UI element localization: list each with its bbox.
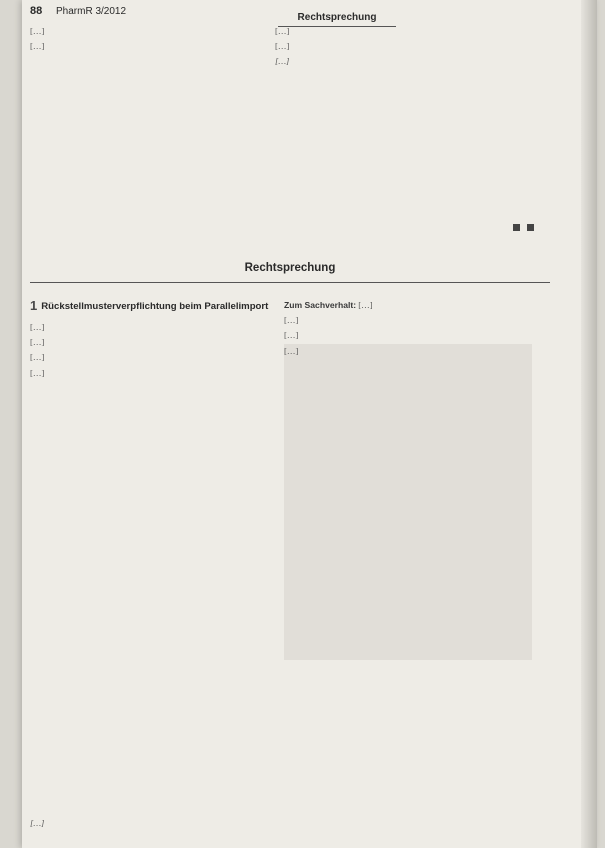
paragraph: […]	[284, 345, 299, 356]
article-number: 1	[30, 298, 38, 313]
paragraph: […]	[30, 26, 45, 36]
previous-article-left-column	[30, 26, 265, 216]
paragraph: […]	[275, 41, 290, 52]
section-label: Rechtsprechung	[278, 12, 396, 27]
paragraph: […]	[30, 352, 45, 363]
facts-lead-in: Zum Sachverhalt:	[284, 300, 357, 310]
article-left-column	[30, 322, 270, 812]
journal-name: PharmR 3/2012	[56, 6, 127, 17]
paragraph: […]	[30, 322, 45, 332]
end-of-article-marks	[510, 218, 534, 236]
page-number: 88	[30, 5, 43, 17]
article-title: Rückstellmusterverpflichtung beim Parallelimport	[41, 301, 269, 312]
end-mark-icon	[527, 224, 534, 231]
paragraph: […]	[30, 41, 45, 52]
paragraph: […]	[30, 367, 45, 378]
author-credit: […]	[275, 56, 290, 67]
article-right-column	[284, 300, 532, 835]
previous-article-right-column	[275, 26, 530, 226]
paragraph: […]	[30, 337, 45, 348]
journal-page	[22, 0, 597, 848]
article-heading	[30, 300, 270, 313]
paragraph	[284, 300, 532, 310]
page-edge-shadow	[581, 0, 597, 848]
paragraph: […]	[284, 330, 299, 341]
paragraph: […]	[275, 26, 290, 36]
running-header	[30, 4, 550, 26]
section-heading-bar	[30, 262, 550, 283]
section-heading: Rechtsprechung	[244, 262, 336, 274]
facts-text: […]	[358, 300, 373, 310]
end-mark-icon	[513, 224, 520, 231]
court-citation: […]	[30, 818, 45, 828]
paragraph: […]	[284, 315, 299, 326]
